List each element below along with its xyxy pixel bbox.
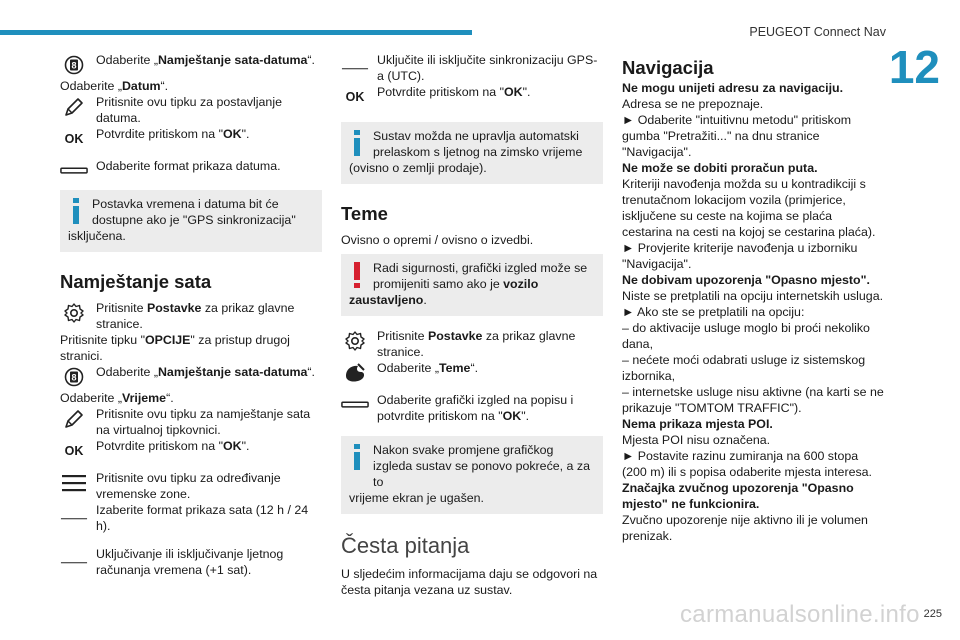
warning-box — [341, 254, 603, 316]
faq-answer-line: Mjesta POI nisu označena. — [622, 433, 771, 447]
step-confirm-ok — [60, 126, 322, 146]
info-text: vrijeme ekran je ugašen. — [349, 491, 484, 505]
info-text: isključena. — [68, 229, 126, 243]
step-confirm-ok-2 — [60, 438, 322, 458]
text-bold: vozilo — [503, 277, 539, 291]
paragraph: Ovisno o opremi / ovisno o izvedbi. — [341, 233, 534, 247]
faq-answer-line: Kriteriji navođenja možda su u kontradikciji s trenutačnom lokacijom vozila (primjerice, isključene su ceste na kojima se plaća cestarina na cesti na kojoj se cestarina plaća). — [622, 177, 876, 239]
faq-question-line — [622, 416, 884, 432]
faq-question-line — [622, 272, 884, 288]
text: Potvrdite pritiskom na " — [96, 439, 223, 453]
step-press-settings-2 — [341, 328, 603, 360]
faq-question-line — [622, 160, 884, 176]
palette-icon — [341, 362, 369, 384]
text-bold: Datum — [121, 79, 161, 93]
text: Pritisnite — [96, 301, 147, 315]
text: Pritisnite ovu tipku za određivanje vremenske zone. — [96, 471, 281, 501]
text: za prikaz glavne stranice. — [377, 329, 576, 359]
gear-icon — [60, 302, 88, 324]
faq-question: Ne dobivam upozorenja "Opasno mjesto". — [622, 273, 870, 287]
faq-question: Ne mogu unijeti adresu za navigaciju. — [622, 81, 844, 95]
step-select-themes — [341, 360, 603, 380]
text: “. — [470, 361, 479, 375]
text: za prikaz glavne stranice. — [96, 301, 295, 331]
text: ". — [521, 409, 530, 423]
faq-answer-line: ► Provjerite kriterije navođenja u izborniku "Navigacija". — [622, 241, 858, 271]
pencil-icon — [60, 408, 88, 430]
paragraph-time — [60, 390, 322, 406]
step-gps-sync — [341, 52, 603, 84]
faq-question: Nema prikaza mjesta POI. — [622, 417, 773, 431]
paragraph-date — [60, 78, 322, 94]
step-confirm-ok-3 — [341, 84, 603, 104]
info-text: (ovisno o zemlji prodaje). — [349, 161, 487, 175]
text: ". — [241, 439, 250, 453]
pencil-icon — [60, 96, 88, 118]
header-title: PEUGEOT Connect Nav — [749, 25, 886, 39]
column-1 — [60, 52, 322, 578]
faq-answer-line: Zvučno upozorenje nije aktivno ili je volumen prenizak. — [622, 513, 868, 543]
text: Potvrdite pritiskom na " — [96, 127, 223, 141]
section-heading: Navigacija — [622, 57, 714, 78]
text: Odaberite „ — [96, 53, 158, 67]
faq-answer-line: – do aktivacije usluge moglo bi proći nekoliko dana, — [622, 321, 870, 351]
info-icon — [70, 198, 82, 228]
info-box — [341, 436, 603, 514]
step-select-theme-ok — [341, 392, 603, 424]
faq-answer-line: ► Postavite razinu zumiranja na 600 stopa (200 m) ili s popisa odaberite mjesta interesa. — [622, 449, 872, 479]
faq-question: Ne može se dobiti proračun puta. — [622, 161, 818, 175]
info-text: Sustav možda ne upravlja automatski prelaskom s ljetnog na zimsko vrijeme — [373, 129, 583, 159]
text: Odaberite „ — [60, 79, 122, 93]
text: Pritisnite ovu tipku za postavljanje datuma. — [96, 95, 282, 125]
faq-question-line — [622, 480, 884, 512]
ok-label: OK — [345, 90, 365, 104]
svg-text:8: 8 — [71, 60, 77, 71]
settings-badge-icon — [60, 366, 88, 388]
section-heading: Teme — [341, 203, 388, 224]
text-bold: Namještanje sata-datuma — [157, 365, 308, 379]
text-bold: Vrijeme — [121, 391, 167, 405]
step-select-time-date — [60, 52, 322, 72]
section-heading: Namještanje sata — [60, 271, 212, 292]
step-time-format — [60, 502, 322, 534]
text-bold: OK — [222, 127, 242, 141]
faq-answer-line: Niste se pretplatili na opciju internetskih usluga. — [622, 289, 884, 303]
info-icon — [351, 444, 363, 474]
step-daylight-saving — [60, 546, 322, 578]
paragraph-options — [60, 332, 322, 364]
info-icon — [351, 130, 363, 160]
header-accent-bar — [0, 30, 472, 35]
text: Uključivanje ili isključivanje ljetnog računanja vremena (+1 sat). — [96, 547, 284, 577]
toggle-line-icon — [60, 548, 88, 570]
text-bold: OPCIJE — [144, 333, 191, 347]
toggle-line-icon — [341, 54, 369, 76]
text: ". — [522, 85, 531, 99]
text-bold: Postavke — [427, 329, 483, 343]
text: Odaberite „ — [60, 391, 122, 405]
info-box — [60, 190, 322, 252]
step-select-time-date-2 — [60, 364, 322, 384]
info-box — [341, 122, 603, 184]
step-time-zone — [60, 470, 322, 502]
slider-bar-icon — [341, 394, 369, 416]
faq-answer-line: ► Odaberite "intuitivnu metodu" pritiskom gumba "Pretražiti..." na dnu stranice "Navigacija". — [622, 113, 852, 159]
chapter-number: 12 — [888, 41, 940, 93]
menu-lines-icon — [60, 472, 88, 494]
text: Odaberite „ — [377, 361, 439, 375]
text: “. — [307, 365, 315, 379]
text: Potvrdite pritiskom na " — [377, 85, 504, 99]
text: “. — [307, 53, 315, 67]
text: Pritisnite — [377, 329, 428, 343]
faq-question: Značajka zvučnog upozorenja "Opasno mjesto" ne funkcionira. — [622, 481, 854, 511]
text: Odaberite „ — [96, 365, 158, 379]
watermark: carmanualsonline.info — [680, 601, 920, 628]
ok-label: OK — [64, 132, 84, 146]
step-set-date — [60, 94, 322, 126]
text-bold: zaustavljeno — [349, 293, 424, 307]
text: Izaberite format prikaza sata (12 h / 24 h). — [96, 503, 309, 533]
faq-question-line — [622, 80, 884, 96]
text: “. — [160, 79, 169, 93]
text-bold: OK — [503, 85, 523, 99]
warning-icon — [351, 262, 363, 292]
faq-heading: Česta pitanja — [341, 533, 470, 558]
text: Pritisnite tipku " — [60, 333, 145, 347]
svg-text:8: 8 — [71, 372, 77, 383]
settings-badge-icon — [60, 54, 88, 76]
text: Pritisnite ovu tipku za namještanje sata na virtualnoj tipkovnici. — [96, 407, 311, 437]
info-text: Nakon svake promjene grafičkog izgleda sustav se ponovo pokreće, a za to — [373, 443, 590, 489]
step-press-settings — [60, 300, 322, 332]
paragraph: U sljedećim informacijama daju se odgovori na česta pitanja vezana uz sustav. — [341, 567, 598, 597]
faq-answer-line: – internetske usluge nisu aktivne (na karti se ne prikazuje "TOMTOM TRAFFIC"). — [622, 385, 884, 415]
faq-answer-line: ► Ako ste se pretplatili na opciju: — [622, 305, 805, 319]
slider-bar-icon — [60, 160, 88, 182]
text: “. — [166, 391, 174, 405]
text-bold: OK — [222, 439, 242, 453]
faq-answer-line: – nećete moći odabrati usluge iz sistemskog izbornika, — [622, 353, 866, 383]
warning-text: Radi sigurnosti, grafički izgled može se promijeniti samo ako je — [373, 261, 588, 291]
toggle-line-icon — [60, 504, 88, 526]
text: ". — [241, 127, 250, 141]
text-bold: OK — [502, 409, 522, 423]
step-set-time — [60, 406, 322, 438]
text: . — [423, 293, 427, 307]
text: " za pristup drugoj stranici. — [60, 333, 290, 363]
gear-icon — [341, 330, 369, 352]
page-number: 225 — [923, 608, 942, 620]
text-bold: Teme — [438, 361, 471, 375]
text: Odaberite format prikaza datuma. — [96, 159, 281, 173]
faq-list — [622, 80, 884, 544]
column-3 — [622, 52, 884, 544]
info-text: Postavka vremena i datuma bit će dostupne ako je "GPS sinkronizacija" — [92, 197, 296, 227]
text: Odaberite grafički izgled na popisu i potvrdite pritiskom na " — [377, 393, 574, 423]
faq-answer-line: Adresa se ne prepoznaje. — [622, 97, 764, 111]
column-2 — [341, 52, 603, 598]
text-bold: Postavke — [146, 301, 202, 315]
ok-label: OK — [64, 444, 84, 458]
step-date-format — [60, 158, 322, 178]
text-bold: Namještanje sata-datuma — [157, 53, 308, 67]
text: Uključite ili isključite sinkronizaciju GPS-a (UTC). — [377, 53, 598, 83]
